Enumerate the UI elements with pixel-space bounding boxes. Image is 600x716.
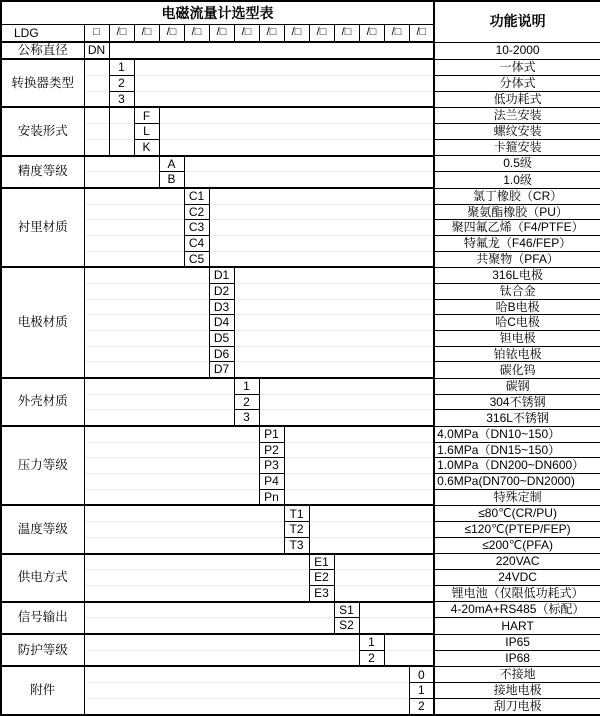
empty-cell [84,124,109,140]
code-cell: P3 [259,458,284,474]
function-desc-cell: 24VDC [434,570,600,586]
empty-cell [84,585,309,601]
model-slash-box-cell: /□ [159,25,184,43]
empty-cell [84,331,209,347]
function-desc-cell: ≤120℃(PTEP/FEP) [434,522,600,538]
table-row [1,172,600,188]
empty-cell [234,284,434,300]
function-desc-cell: IP65 [434,634,600,650]
function-desc-cell: 钽电极 [434,331,600,347]
code-cell: P1 [259,426,284,442]
empty-cell [109,139,134,155]
empty-cell [84,522,284,538]
group-label: 供电方式 [1,554,84,602]
empty-cell [259,394,434,410]
empty-cell [209,188,434,204]
code-cell: 1 [409,683,434,699]
function-desc-cell: IP68 [434,650,600,666]
model-slash-box-cell: /□ [384,25,409,43]
empty-cell [84,634,359,650]
model-slash-box-cell: /□ [209,25,234,43]
empty-cell [159,124,434,140]
empty-cell [309,537,434,553]
model-prefix-cell: LDG [1,25,84,43]
empty-cell [209,204,434,220]
code-cell: C2 [184,204,209,220]
empty-cell [84,602,334,618]
function-desc-cell: 哈B电极 [434,299,600,315]
code-cell: S2 [334,618,359,634]
table-row [1,42,600,59]
code-cell: E3 [309,585,334,601]
model-slash-box-cell: /□ [184,25,209,43]
function-desc-cell: 不接地 [434,666,600,682]
code-cell: D1 [209,267,234,283]
code-cell: Pn [259,489,284,505]
empty-cell [209,236,434,252]
code-cell: 2 [359,650,384,666]
function-desc-cell: 0.5级 [434,156,600,172]
code-cell: E1 [309,554,334,570]
table-row [1,489,600,505]
group-label: 信号输出 [1,602,84,634]
function-desc-cell: 共聚物（PFA） [434,251,600,267]
code-cell: K [134,139,159,155]
empty-cell [234,315,434,331]
table-row [1,315,600,331]
empty-cell [159,139,434,155]
function-desc-cell: 316L电极 [434,267,600,283]
table-row [1,156,600,172]
table-row [1,59,600,75]
table-row [1,236,600,252]
model-slash-box-cell: /□ [234,25,259,43]
table-row [1,474,600,490]
table-row [1,76,600,92]
empty-cell [84,394,234,410]
table-row [1,220,600,236]
empty-cell [184,172,434,188]
table-row [1,505,600,521]
function-desc-cell: 特殊定制 [434,489,600,505]
empty-cell [234,331,434,347]
empty-cell [84,267,209,283]
empty-cell [84,554,309,570]
function-desc-cell: 10-2000 [434,42,600,59]
empty-cell [209,220,434,236]
empty-cell [84,698,409,715]
table-row [1,683,600,699]
group-label: 公称直径 [1,42,84,59]
function-desc-cell: ≤80℃(CR/PU) [434,505,600,521]
empty-cell [84,284,209,300]
function-desc-cell: 法兰安装 [434,107,600,123]
empty-cell [234,267,434,283]
empty-cell [109,124,134,140]
code-cell: 2 [109,76,134,92]
empty-cell [84,426,259,442]
table-row [1,378,600,394]
table-row [1,299,600,315]
empty-cell [184,156,434,172]
code-cell: D7 [209,362,234,378]
group-label: 防护等级 [1,634,84,666]
table-row [1,666,600,682]
function-desc-cell: 4.0MPa（DN10~150） [434,426,600,442]
model-slash-box-cell: /□ [109,25,134,43]
empty-cell [234,346,434,362]
function-desc-cell: 4-20mA+RS485（标配） [434,602,600,618]
code-cell: D6 [209,346,234,362]
empty-cell [259,378,434,394]
table-row [1,426,600,442]
table-row [1,602,600,618]
empty-cell [309,505,434,521]
empty-cell [84,107,109,123]
empty-cell [84,139,109,155]
empty-cell [84,505,284,521]
code-cell: F [134,107,159,123]
empty-cell [84,618,334,634]
code-cell: S1 [334,602,359,618]
code-cell: A [159,156,184,172]
code-cell: DN [84,42,109,59]
table-row [1,362,600,378]
code-cell: 2 [234,394,259,410]
function-desc-cell: 聚四氟乙烯（F4/PTFE） [434,220,600,236]
function-desc-cell: 哈C电极 [434,315,600,331]
table-row [1,650,600,666]
model-slash-box-cell: /□ [309,25,334,43]
function-desc-cell: 铂铱电极 [434,346,600,362]
model-slash-box-cell: /□ [284,25,309,43]
table-row [1,585,600,601]
group-label: 压力等级 [1,426,84,505]
model-slash-box-cell: /□ [359,25,384,43]
function-desc-cell: 螺纹安装 [434,124,600,140]
table-row [1,618,600,634]
table-row [1,251,600,267]
function-desc-cell: 特氟龙（F46/FEP） [434,236,600,252]
code-cell: 2 [409,698,434,715]
code-cell: P4 [259,474,284,490]
function-desc-cell: HART [434,618,600,634]
code-cell: T3 [284,537,309,553]
code-cell: C5 [184,251,209,267]
empty-cell [84,474,259,490]
table-row [1,331,600,347]
table-row [1,267,600,283]
function-column-header: 功能说明 [434,1,600,42]
code-cell: 1 [359,634,384,650]
empty-cell [359,618,434,634]
table-row [1,634,600,650]
code-cell: D3 [209,299,234,315]
empty-cell [384,634,434,650]
function-desc-cell: 0.6MPa(DN700~DN2000) [434,474,600,490]
function-desc-cell: 锂电池（仅限低功耗式） [434,585,600,601]
table-row [1,554,600,570]
code-cell: T2 [284,522,309,538]
table-row [1,698,600,715]
empty-cell [84,315,209,331]
empty-cell [284,474,434,490]
code-cell: 3 [234,410,259,426]
code-cell: B [159,172,184,188]
empty-cell [84,489,259,505]
group-label: 衬里材质 [1,188,84,267]
code-cell: D2 [209,284,234,300]
table-row [1,537,600,553]
empty-cell [84,410,234,426]
empty-cell [384,650,434,666]
function-desc-cell: 氯丁橡胶（CR） [434,188,600,204]
function-desc-cell: ≤200℃(PFA) [434,537,600,553]
empty-cell [84,251,184,267]
empty-cell [234,362,434,378]
model-box-cell: □ [84,25,109,43]
function-desc-cell: 低功耗式 [434,91,600,107]
empty-cell [109,107,134,123]
table-row [1,124,600,140]
table-row [1,346,600,362]
function-desc-cell: 卡箍安装 [434,139,600,155]
table-row [1,394,600,410]
table-row [1,442,600,458]
empty-cell [284,458,434,474]
empty-cell [84,204,184,220]
empty-cell [134,91,434,107]
empty-cell [209,251,434,267]
group-label: 转换器类型 [1,59,84,107]
empty-cell [159,107,434,123]
model-slash-box-cell: /□ [409,25,434,43]
function-desc-cell: 304不锈钢 [434,394,600,410]
group-label: 电极材质 [1,267,84,378]
empty-cell [84,362,209,378]
empty-cell [134,76,434,92]
empty-cell [84,172,159,188]
code-cell: C1 [184,188,209,204]
table-row [1,139,600,155]
function-desc-cell: 碳钢 [434,378,600,394]
empty-cell [84,299,209,315]
code-cell: E2 [309,570,334,586]
function-desc-cell: 刮刀电极 [434,698,600,715]
empty-cell [84,156,159,172]
empty-cell [109,42,434,59]
table-row [1,410,600,426]
table-row [1,570,600,586]
title-row [1,1,600,25]
code-cell: 1 [234,378,259,394]
group-label: 温度等级 [1,505,84,553]
empty-cell [84,220,184,236]
empty-cell [84,570,309,586]
model-slash-box-cell: /□ [134,25,159,43]
function-desc-cell: 220VAC [434,554,600,570]
empty-cell [84,188,184,204]
page-title: 电磁流量计选型表 [1,1,434,25]
empty-cell [234,299,434,315]
empty-cell [84,346,209,362]
empty-cell [134,59,434,75]
empty-cell [84,378,234,394]
empty-cell [334,585,434,601]
empty-cell [309,522,434,538]
empty-cell [284,442,434,458]
code-cell: D5 [209,331,234,347]
code-cell: 0 [409,666,434,682]
group-label: 外壳材质 [1,378,84,426]
empty-cell [84,91,109,107]
table-row [1,188,600,204]
function-desc-cell: 316L不锈钢 [434,410,600,426]
code-cell: 1 [109,59,134,75]
function-desc-cell: 聚氨酯橡胶（PU） [434,204,600,220]
model-slash-box-cell: /□ [334,25,359,43]
empty-cell [284,426,434,442]
table-row [1,91,600,107]
empty-cell [84,458,259,474]
code-cell: T1 [284,505,309,521]
empty-cell [259,410,434,426]
group-label: 精度等级 [1,156,84,188]
empty-cell [84,537,284,553]
function-desc-cell: 钛合金 [434,284,600,300]
table-row [1,107,600,123]
function-desc-cell: 碳化钨 [434,362,600,378]
table-row [1,458,600,474]
empty-cell [334,570,434,586]
group-label: 附件 [1,666,84,715]
function-desc-cell: 一体式 [434,59,600,75]
empty-cell [84,59,109,75]
table-row [1,204,600,220]
function-desc-cell: 1.6MPa（DN15~150） [434,442,600,458]
group-label: 安装形式 [1,107,84,155]
code-cell: C4 [184,236,209,252]
model-slash-box-cell: /□ [259,25,284,43]
empty-cell [334,554,434,570]
function-desc-cell: 接地电极 [434,683,600,699]
empty-cell [84,666,409,682]
code-cell: 3 [109,91,134,107]
empty-cell [284,489,434,505]
empty-cell [84,683,409,699]
function-desc-cell: 分体式 [434,76,600,92]
code-cell: P2 [259,442,284,458]
code-cell: C3 [184,220,209,236]
empty-cell [84,650,359,666]
empty-cell [359,602,434,618]
function-desc-cell: 1.0级 [434,172,600,188]
function-desc-cell: 1.0MPa（DN200~DN600） [434,458,600,474]
table-row [1,522,600,538]
table-row [1,284,600,300]
code-cell: D4 [209,315,234,331]
empty-cell [84,442,259,458]
empty-cell [84,236,184,252]
empty-cell [84,76,109,92]
code-cell: L [134,124,159,140]
